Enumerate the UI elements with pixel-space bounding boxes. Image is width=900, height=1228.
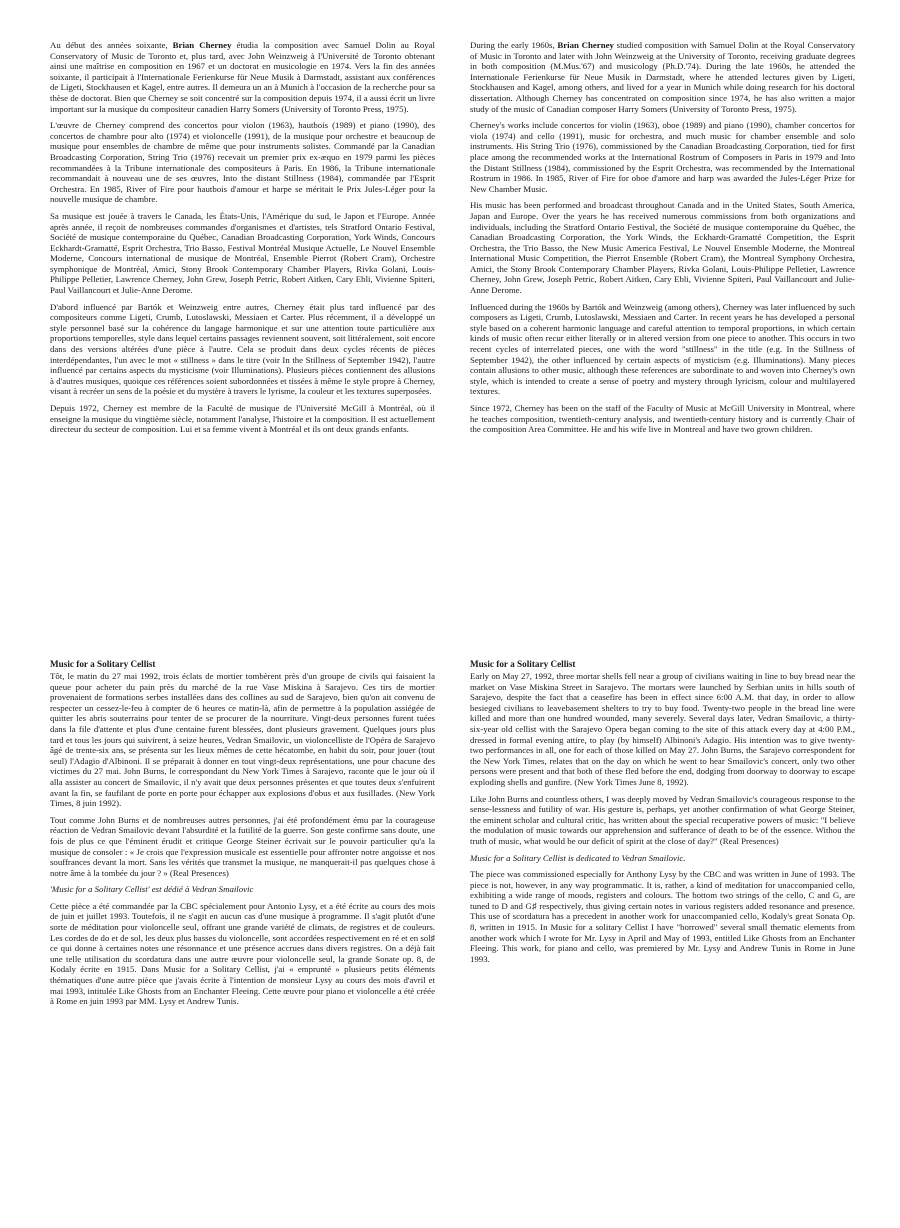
french-bio-paragraph-3: Sa musique est jouée à travers le Canada, les États-Unis, l'Amérique du sud, le Japon et l'Europe. Année après année, il reçoit de nombreuses commandes d'organismes et d'artistes, tels Stratford Ontario Festival, Société de musique contemporaine du Québec, Canadian Broadcasting Corporation, York Winds, Concours Eckhardt-Gramatté, Esprit Orchestra, Trio Basso, Festival Montréal Musique Actuelle, Le Nouvel Ensemble Moderne, Concours international de musique de Montréal, Ensemble Pierrot (Robert Cram), Orchestre symphonique de Montréal, Amici, Stony Brook Contemporary Chamber Players, Rivka Golani, Louis-Philippe Pelletier, Lawrence Cherney, John Grew, Joseph Petric, Robert Aitken, Cary Ebli, Vivienne Spiteri, Paul Vaillancourt et Julie-Anne Derome. — [50, 210, 435, 296]
french-notes-paragraph-3: Cette pièce a été commandée par la CBC spécialement pour Antonio Lysy, et a été écrite au cours des mois de juin et juillet 1993. Toutefois, il ne s'agit en aucun cas d'une musique à programme. Il s'agit plutôt d'une sorte de méditation pour violoncelle seul, offrant une grande variété de climats, de registres et de couleurs. Les cordes de do et de sol, les deux plus basses du violoncelle, sont accordées respectivement en ré et en sol♯ ce qui donne à certaines notes une résonnance et une présence accrues dans divers registres. On a déjà fait une telle utilisation du scordatura dans une autre œuvre pour violoncelle seul, la grande Sonate op. 8, de Kodaly écrite en 1915. Dans Music for a Solitary Cellist, j'ai « emprunté » plusieurs petits éléments thématiques d'une autre pièce que j'avais écrite à l'intention de monsieur Lysy au cours des mois d'avril et mai 1993, intitulée Like Ghosts from an Enchanter Fleeing. Cette œuvre pour piano et violoncelle a été créée à Rome en juin 1993 par MM. Lysy et Andrew Tunis. — [50, 900, 435, 1007]
english-bio-text: studied composition with Samuel Dolin at the Royal Conservatory of Music in Toronto and later with John Weinzweig at the University of Toronto, receiving graduate degrees in both composition (M.Mus.'67) and musicology (Ph.D.'74). During the late 1960s, he attended the Internationale Ferienkurse für Neue Musik in Darmstadt, where he attended lectures given by Ligeti, Stockhausen and Kagel, among others, and lived for a year in Munich while doing research for his doctoral dissertation. Although Cherney has concentrated on composition since 1974, he has also written a major study of the music of Canadian composer Harry Somers (University of Toronto Press, 1975). — [470, 40, 855, 114]
english-dedication: Music for a Solitary Cellist is dedicated to Vedran Smailovic. — [470, 852, 686, 863]
english-bio-paragraph-4: Influenced during the 1960s by Bartók and Weinzweig (among others), Cherney was later influenced by such composers as Ligeti, Crumb, Lutoslawski, Messiaen and Carter. In recent years he has developed a personal style based on a coherent harmonic language and careful attention to temporal proportions, in which certain kinds of music often recur either literally or in altered version from one piece to another. This occurs in two recent cycles of interrelated pieces, one with the word "stillness" in the title (e.g. In the Stillness of September 1942), the other influenced by certain aspects of mysticism (e.g. Illuminations). Many pieces contain allusions to other music, although these references are subordinate to and woven into Cherney's own style, which is intended to create a sense of poetry and mystery through lyricism, colour and multilayered textures. — [470, 301, 855, 397]
french-bio-text: étudia la composition avec Samuel Dolin au Royal Conservatory of Music de Toronto et, plus tard, avec John Weinzweig à l'Université de Toronto obtenant ainsi une maîtrise en composition en 1967 et un doctorat en musicologie en 1974. Vers la fin des années soixante, il participait à l'Internationale Ferienkurse für Neue Musik à Darmstadt, assistant aux conférences de Ligeti, Stockhausen et Kagel, entre autres. Il demeura un an à Munich à l'occasion de la recherche pour sa thèse de doctorat. Bien que Cherney se soit concentré sur la composition depuis 1974, il a aussi écrit un livre important sur la musique du compositeur canadien Harry Somers (University of Toronto Press, 1975). — [50, 40, 435, 114]
french-bio-intro: Au début des années soixante, — [50, 40, 168, 50]
french-bio-paragraph-2: L'œuvre de Cherney comprend des concertos pour violon (1963), hautbois (1989) et piano (1990), des concertos de chambre pour alto (1974) et violoncelle (1991), de la musique pour orchestre et beaucoup de musique pour ensembles de chambre de même que pour instruments solistes. Commandé par la Canadian Broadcasting Corporation, String Trio (1976) recevait un premier prix ex-æquo en 1979 parmi les pièces recommandées à la Tribune internationale des compositeurs à Paris. En 1986, la Tribune internationale recommandait à nouveau une de ses œuvres, Into the distant Stillness (1984), commandée par l'Esprit Orchestra. En 1985, River of Fire pour hautbois d'amour et harpe se méritait le Prix Jules-Léger pour la nouvelle musique de chambre. — [50, 120, 435, 205]
french-bio-paragraph-4: D'abord influencé par Bartók et Weinzweig entre autres, Cherney était plus tard influencé par des compositeurs comme Ligeti, Crumb, Lutoslawski, Messiaen et Carter. Plus récemment, il a développé un style personnel basé sur la cohérence du langage harmonique et sur une attention toute particulière aux proportions temporelles, style dans lequel certains passages reviennent souvent, soit littéralement, soit encore dans des versions altérées d'une pièce à l'autre. Cela se produit dans deux cycles récents de pièces interdépendantes, l'un avec le mot « stillness » dans le titre (voir In the Stillness of September 1942), l'autre influencé par certains aspects du mysticisme (voir Illuminations). Plusieurs pièces contiennent des allusions à d'autres musiques, quoique ces références soient subordonnées et tissées à même le style propre à Cherney, visant à recréer un sens de la poésie et du mystère à travers le lyrisme, la couleur et les textures superposées. — [50, 301, 435, 397]
section-heading: Music for a Solitary Cellist — [50, 659, 156, 669]
french-bio-paragraph-5: Depuis 1972, Cherney est membre de la Faculté de musique de l'Université McGill à Montréal, où il enseigne la musique du vingtième siècle, notamment l'analyse, l'histoire et la composition. Il est actuellement directeur du secteur de composition. Lui et sa femme vivent à Montréal et ils ont deux grands enfants. — [50, 403, 435, 435]
english-notes-paragraph-1: Early on May 27, 1992, three mortar shells fell near a group of civilians waiting in line to buy bread near the market on Vase Miskina Street in Sarajevo. The mortars were launched by Serbian units in hills south of Sarajevo, despite the fact that a ceasefire has been in effect since 6:00 A.M. that day, in order to allow besieged civilians to leavebasement shelters to try to buy food. Twenty-two people in the bread line were killed and more than one hundred wounded, many severely. Several days later, Vedran Smailovic, a thirty-six-year old cellist with the Sarajevo Opera began coming to the site of this attack every day at 4:00 P.M., dressed in formal evening attire, to play (by himself) Albinoni's Adagio. His intention was to give twenty-two performances in all, one for each of those killed on May 27. John Burns, the Sarajevo correspondent for the New York Times, relates that on the day on which he went to hear Smailovic's concert, only two other persons were present and that both of these fled before the end, dodging from doorway to doorway to escape exploding shells and gunfire. (New York Times June 8, 1992). — [470, 671, 855, 787]
english-bio-paragraph-2: Cherney's works include concertos for violin (1963), oboe (1989) and piano (1990), chamber concertos for viola (1974) and cello (1991), music for orchestra, and much music for chamber ensemble and solo instruments. His String Trio (1976), commissioned by the Canadian Broadcasting Corporation, tied for first place among the recommended works at the International Rostrum of Composers in Paris in 1979 and Into the Distant Stillness (1984), commissioned by the Esprit Orchestra, was recommended by the International Rostrum in 1986. In 1985, River of Fire for oboe d'amore and harp was awarded the Jules-Léger Prize for New Chamber Music. — [470, 120, 855, 194]
french-bio-paragraph-1 — [50, 40, 435, 114]
english-notes-paragraph-2: Like John Burns and countless others, I was deeply moved by Vedran Smailovic's courageous response to the sense-lessness and futility of war. His gesture is, perhaps, yet another confirmation of what George Steiner, the eminent scholar and cultural critic, has written about the special recuperative powers of music: "I believe the modulation of music towards our apprehension and sufferance of death to be of the essence. Withou the truth of music, what would be our deficit of spirit at the close of day?" (Real Presences) — [470, 793, 855, 846]
english-notes-paragraph-3: The piece was commissioned especially for Anthony Lysy by the CBC and was written in June of 1993. The piece is not, however, in any way programmatic. It is, rather, a kind of meditation for unaccompanied cello, exhibiting a wide range of moods, registers and colours. The bottom two strings of the cello, C and G, are tuned to D and G♯ respectively, thus giving certain notes in various registers added resonance and presence. This use of scordatura has a precedent in another work for unaccompanied cello, Kodaly's great Sonata Op. 8, written in 1915. In Music for a solitary Cellist I have "borrowed" several small thematic elements from another work which I wrote for Mr. Lysy in April and May of 1993, entitled Like Ghosts from an Enchanter Fleeing. This work, for piano and cello, was premiered by Mr. Lysy and Andrew Tunis in Rome in June 1993. — [470, 869, 855, 964]
composer-name: Brian Cherney — [557, 40, 614, 50]
english-bio-intro: During the early 1960s, — [470, 40, 555, 50]
english-piece-notes — [470, 659, 855, 970]
french-notes-paragraph-2: Tout comme John Burns et de nombreuses autres personnes, j'ai été profondément ému par la courageuse réaction de Vedran Smailovic devant l'absurdité et la futilité de la guerre. Son geste confirme sans doute, une fois de plus ce que l'éminent érudit et critique George Steiner écrivait sur le pouvoir particulier qu'a la musique de consoler : « Je crois que l'expression musicale est essentielle pour affronter notre angoisse et nos souffrances devant la mort. Sans les vérités que transmet la musique, ne manquerait-il pas quelques chose à notre âme à la tombée du jour ? » (Real Presences) — [50, 814, 435, 878]
english-bio-paragraph-1 — [470, 40, 855, 114]
composer-name: Brian Cherney — [172, 40, 232, 50]
french-notes-paragraph-1: Tôt, le matin du 27 mai 1992, trois éclats de mortier tombèrent près d'un groupe de civils qui faisaient la queue pour acheter du pain près du marché de la rue Vase Miskina à Sarajevo. Ces tirs de mortier provenaient de formations serbes installées dans des collines au sud de Sarajevo, bien qu'on ait convenu de respecter un cessez-le-feu à compter de 6 heures ce matin-là, afin de permettre à la population assiégée de quitter les abris souterrains pour tenter de se procurer de la nourriture. Vingt-deux personnes furent tuées dans la file d'attente et plus d'une centaine furent blessées, dont plusieurs gravement. Quelques jours plus tard et tous les jours qui suivirent, à seize heures, Vedran Smailovic, un violoncelliste de l'Opéra de Sarajevo âgé de trente-six ans, se présenta sur les lieux mêmes de cette hécatombe, en habit du soir, pour jouer (tout seul) l'Adagio d'Albinoni. Il se préparait à donner en tout vingt-deux représentations, une pour chacune des victimes du 27 mai. John Burns, le correspondant du New York Times à Sarajevo, raconte que le jour où il alla assister au concert de Smailovic, il n'y avait que deux personnes présentes et que toutes deux s'enfuirent avant la fin, se faufilant de porte en porte pour échapper aux explosions d'obus et aux fusillades. (New York Times, 8 juin 1992). — [50, 671, 435, 809]
english-biography — [470, 40, 855, 441]
french-piece-notes — [50, 659, 435, 1013]
english-bio-paragraph-5: Since 1972, Cherney has been on the staff of the Faculty of Music at McGill University in Montreal, where he teaches composition, twentieth-century analysis, and twentieth-century history and is currently Chair of the composition Area Committee. He and his wife live in Montreal and have two grown children. — [470, 403, 855, 435]
english-bio-paragraph-3: His music has been performed and broadcast throughout Canada and in the United States, South America, Japan and Europe. Over the years he has received numerous commissions from both organizations and individuals, including the Stratford Ontario Festival, the Société de musique contemporaine du Québec, the Canadian Broadcasting Corporation, the York Winds, the Eckhardt-Gramatté Competition, the Esprit Orchestra, the Trio Basso, the New Music America Festival, Le Nouvel Ensemble Moderne, the Montreal International Music Competition, the Pierrot Ensemble (Robert Cram), the Montreal Symphony Orchestra, Amici, the Stony Brook Contemporary Chamber Players, Rivka Golani, Louis-Philippe Pelletier, Lawrence Cherney, John Grew, Joseph Petric, Robert Aitken, Cary Ebli, Vivienne Spiteri, Paul Vaillancourt and Julie-Anne Derome. — [470, 200, 855, 296]
french-dedication: 'Music for a Solitary Cellist' est dédié à Vedran Smailovic — [50, 884, 254, 895]
french-biography — [50, 40, 435, 441]
section-heading: Music for a Solitary Cellist — [470, 659, 576, 669]
